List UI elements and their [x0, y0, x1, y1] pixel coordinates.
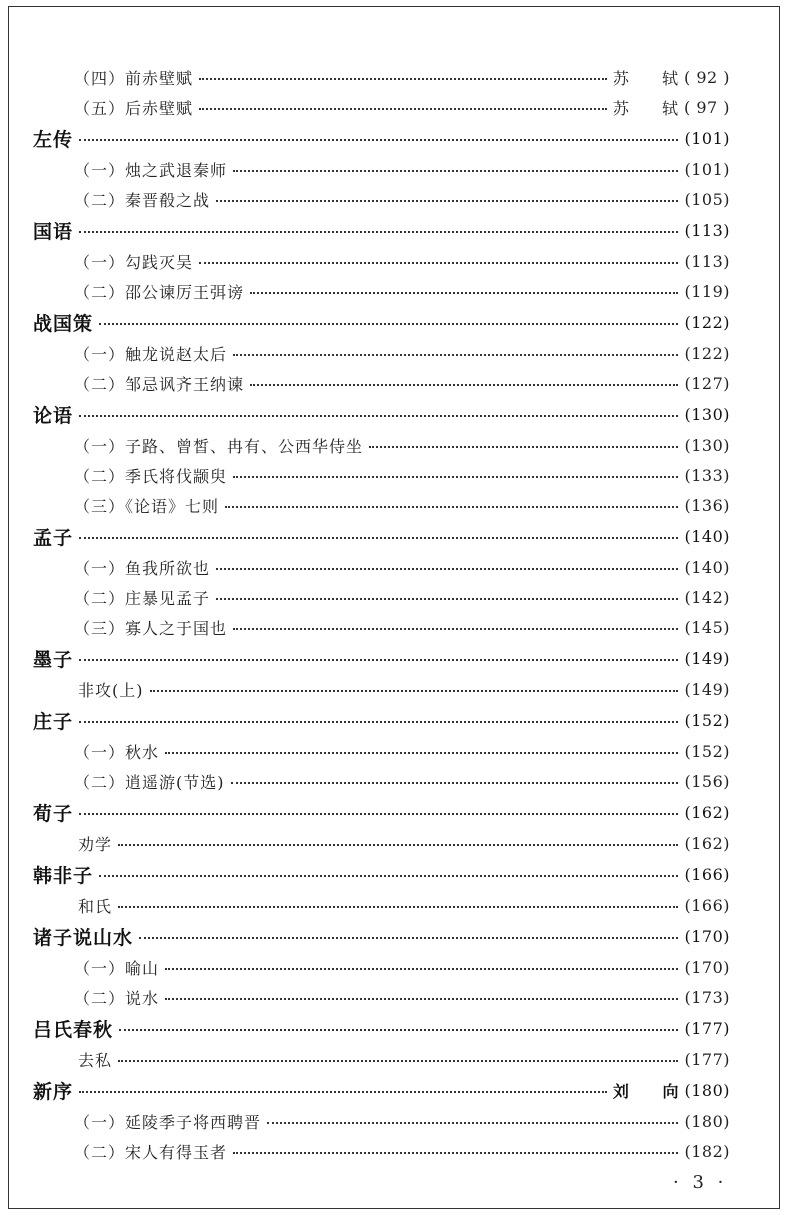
chapter-title: 韩非子	[33, 864, 94, 887]
chapter-title: 国语	[33, 220, 74, 243]
section-title: 非攻(上)	[78, 680, 144, 700]
author-name: 刘 向	[612, 1081, 693, 1101]
dot-leader	[118, 844, 678, 846]
section-title: （一）延陵季子将西聘晋	[74, 1112, 262, 1132]
author-name: 苏 轼	[612, 98, 692, 118]
dot-leader	[165, 968, 678, 970]
section-title: 和氏	[78, 896, 113, 916]
dot-leader	[233, 354, 678, 356]
toc-chapter-row[interactable]	[0, 306, 790, 338]
dot-leader	[79, 1091, 607, 1093]
dot-leader	[231, 782, 679, 784]
page-ref: (152)	[684, 741, 730, 761]
dot-leader	[233, 1152, 678, 1154]
page-ref: (145)	[684, 617, 730, 637]
section-title: （二）庄暴见孟子	[74, 588, 211, 608]
page-ref: (101)	[684, 159, 730, 179]
section-title: （一）鱼我所欲也	[74, 558, 211, 578]
dot-leader	[199, 78, 607, 80]
section-title: （二）说水	[74, 988, 160, 1008]
page-ref: (173)	[684, 987, 730, 1007]
section-title: 去私	[78, 1050, 113, 1070]
dot-leader	[150, 690, 679, 692]
toc-section-row[interactable]	[0, 674, 790, 704]
dot-leader	[199, 262, 678, 264]
dot-leader	[267, 1122, 678, 1124]
toc-section-row[interactable]	[0, 62, 790, 92]
toc-section-row[interactable]	[0, 582, 790, 612]
dot-leader	[165, 752, 678, 754]
page-ref: (119)	[684, 281, 730, 301]
section-title: （五）后赤壁赋	[74, 98, 194, 118]
page-ref: (152)	[684, 710, 730, 730]
toc-chapter-row[interactable]	[0, 642, 790, 674]
chapter-title: 庄子	[33, 710, 74, 733]
section-title: （一）子路、曾皙、冉有、公西华侍坐	[74, 436, 364, 456]
toc-section-row[interactable]	[0, 460, 790, 490]
dot-leader	[119, 1029, 678, 1031]
dot-leader	[79, 415, 678, 417]
toc-chapter-row[interactable]	[0, 214, 790, 246]
page-ref: (130)	[684, 435, 730, 455]
toc-section-row[interactable]	[0, 766, 790, 796]
toc-section-row[interactable]	[0, 828, 790, 858]
dot-leader	[216, 568, 678, 570]
dot-leader	[199, 108, 607, 110]
dot-leader	[233, 170, 678, 172]
toc-section-row[interactable]	[0, 736, 790, 766]
toc-chapter-row[interactable]	[0, 1074, 790, 1106]
section-title: （二）宋人有得玉者	[74, 1142, 228, 1162]
dot-leader	[79, 813, 678, 815]
page-ref: (166)	[684, 895, 730, 915]
page-ref: (156)	[684, 771, 730, 791]
chapter-title: 左传	[33, 128, 74, 151]
section-title: （一）喻山	[74, 958, 160, 978]
dot-leader	[79, 721, 678, 723]
toc-section-row[interactable]	[0, 276, 790, 306]
section-title: （一）触龙说赵太后	[74, 344, 228, 364]
dot-leader	[139, 937, 678, 939]
toc-section-row[interactable]	[0, 92, 790, 122]
toc-section-row[interactable]	[0, 338, 790, 368]
toc-section-row[interactable]	[0, 952, 790, 982]
section-title: （一）秋水	[74, 742, 160, 762]
page-ref: (140)	[684, 557, 730, 577]
toc-section-row[interactable]	[0, 1044, 790, 1074]
section-title: 劝学	[78, 834, 113, 854]
page-ref: (105)	[684, 189, 730, 209]
chapter-title: 荀子	[33, 802, 74, 825]
page-ref: (122)	[684, 312, 730, 332]
dot-leader	[99, 875, 678, 877]
dot-leader	[118, 1060, 678, 1062]
table-of-contents	[0, 62, 790, 1166]
section-title: （二）邹忌讽齐王纳谏	[74, 374, 245, 394]
toc-section-row[interactable]	[0, 184, 790, 214]
toc-section-row[interactable]	[0, 368, 790, 398]
page-ref: ( 97 )	[683, 97, 730, 117]
dot-leader	[216, 200, 678, 202]
section-title: （四）前赤壁赋	[74, 68, 194, 88]
dot-leader	[233, 476, 678, 478]
toc-section-row[interactable]	[0, 1106, 790, 1136]
dot-leader	[165, 998, 678, 1000]
page-ref: (140)	[684, 526, 730, 546]
toc-chapter-row[interactable]	[0, 858, 790, 890]
dot-leader	[233, 628, 678, 630]
page-ref: (177)	[684, 1018, 730, 1038]
page-ref: (162)	[684, 802, 730, 822]
chapter-title: 诸子说山水	[33, 926, 134, 949]
toc-chapter-row[interactable]	[0, 796, 790, 828]
dot-leader	[99, 323, 678, 325]
chapter-title: 墨子	[33, 648, 74, 671]
page-ref: (113)	[684, 251, 730, 271]
page-ref: (142)	[684, 587, 730, 607]
chapter-title: 吕氏春秋	[33, 1018, 114, 1041]
toc-chapter-row[interactable]	[0, 122, 790, 154]
page-ref: (136)	[684, 495, 730, 515]
page-ref: (127)	[684, 373, 730, 393]
page-ref: (113)	[684, 220, 730, 240]
page-ref: (182)	[684, 1141, 730, 1161]
section-title: （二）邵公谏厉王弭谤	[74, 282, 245, 302]
dot-leader	[79, 659, 678, 661]
chapter-title: 论语	[33, 404, 74, 427]
dot-leader	[79, 537, 678, 539]
page-ref: (101)	[684, 128, 730, 148]
toc-section-row[interactable]	[0, 1136, 790, 1166]
page-ref: (170)	[684, 957, 730, 977]
section-title: （二）逍遥游(节选)	[74, 772, 225, 792]
toc-section-row[interactable]	[0, 552, 790, 582]
page-ref: (130)	[684, 404, 730, 424]
page-number: · 3 ·	[673, 1172, 728, 1193]
page-ref: (149)	[684, 648, 730, 668]
toc-section-row[interactable]	[0, 612, 790, 642]
toc-section-row[interactable]	[0, 246, 790, 276]
page-ref: (122)	[684, 343, 730, 363]
section-title: （二）季氏将伐颛臾	[74, 466, 228, 486]
dot-leader	[225, 506, 678, 508]
page-ref: (177)	[684, 1049, 730, 1069]
section-title: （一）烛之武退秦师	[74, 160, 228, 180]
toc-chapter-row[interactable]	[0, 520, 790, 552]
toc-chapter-row[interactable]	[0, 398, 790, 430]
page-ref: (180)	[684, 1080, 730, 1100]
dot-leader	[79, 139, 678, 141]
page-ref: (166)	[684, 864, 730, 884]
toc-chapter-row[interactable]	[0, 920, 790, 952]
toc-section-row[interactable]	[0, 154, 790, 184]
toc-chapter-row[interactable]	[0, 1012, 790, 1044]
section-title: （三）寡人之于国也	[74, 618, 228, 638]
page-ref: ( 92 )	[683, 67, 730, 87]
page-ref: (162)	[684, 833, 730, 853]
chapter-title: 新序	[33, 1080, 74, 1103]
toc-section-row[interactable]	[0, 890, 790, 920]
dot-leader	[79, 231, 678, 233]
section-title: （三）《论语》七则	[74, 496, 220, 516]
dot-leader	[216, 598, 678, 600]
page-ref: (133)	[684, 465, 730, 485]
dot-leader	[369, 446, 678, 448]
section-title: （二）秦晋殽之战	[74, 190, 211, 210]
page-ref: (180)	[684, 1111, 730, 1131]
section-title: （一）勾践灭吴	[74, 252, 194, 272]
toc-section-row[interactable]	[0, 430, 790, 460]
dot-leader	[250, 384, 678, 386]
author-name: 苏 轼	[612, 68, 692, 88]
page-ref: (149)	[684, 679, 730, 699]
dot-leader	[250, 292, 678, 294]
chapter-title: 孟子	[33, 526, 74, 549]
toc-chapter-row[interactable]	[0, 704, 790, 736]
chapter-title: 战国策	[33, 312, 94, 335]
toc-section-row[interactable]	[0, 982, 790, 1012]
page-ref: (170)	[684, 926, 730, 946]
dot-leader	[118, 906, 678, 908]
toc-section-row[interactable]	[0, 490, 790, 520]
